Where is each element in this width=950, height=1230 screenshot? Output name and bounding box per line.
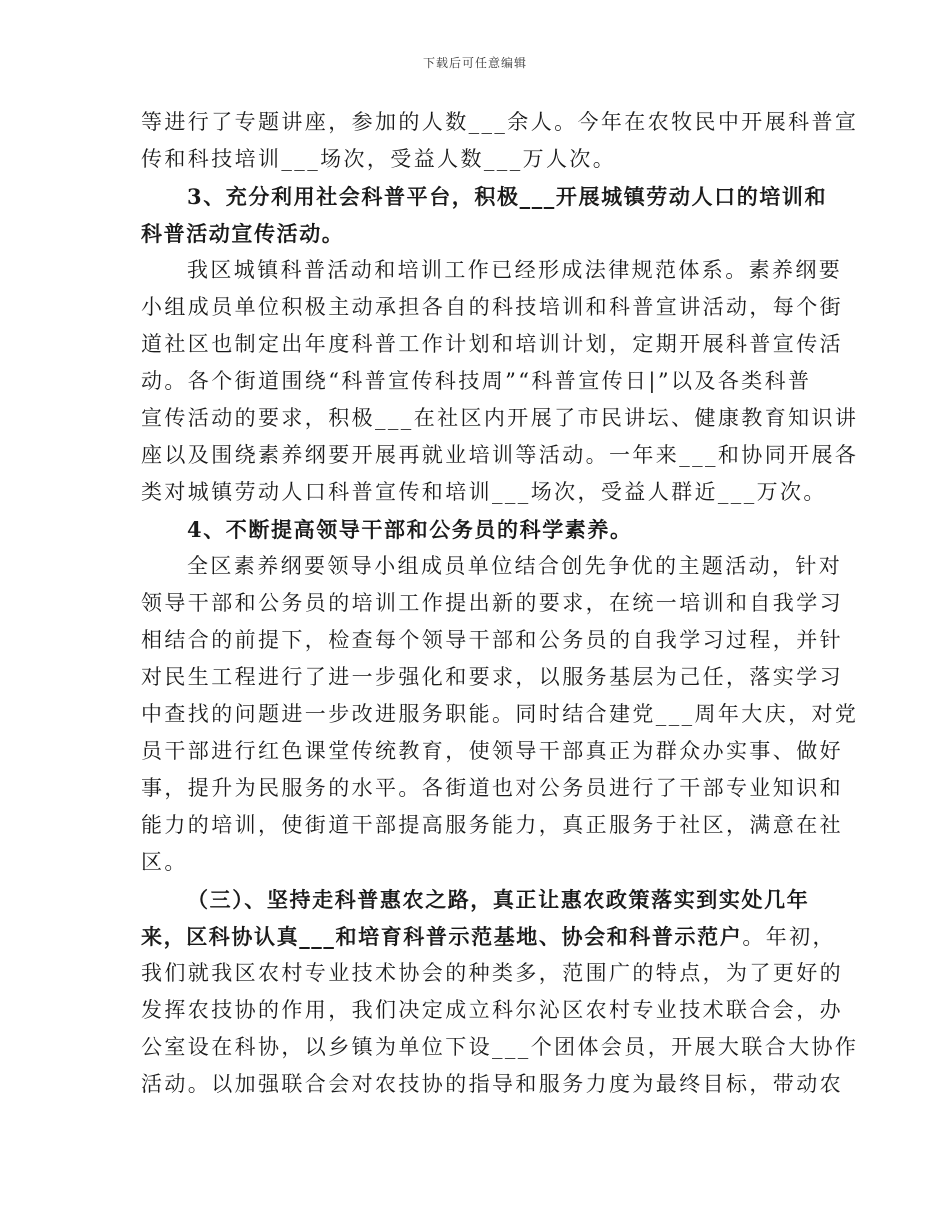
- line-text: 公室设在科协，以乡镇为单位下设___个团体会员，开展大联合大协作: [141, 1035, 859, 1059]
- heading-line: [141, 881, 809, 918]
- line-text: 相结合的前提下，检查每个领导干部和公务员的自我学习过程，并针: [141, 628, 843, 652]
- line-text: 传和科技培训___场次，受益人数___万人次。: [141, 147, 617, 171]
- paragraph-line: [141, 474, 827, 511]
- paragraph-line: [141, 844, 809, 881]
- heading-line: [141, 215, 809, 252]
- paragraph-line: [141, 622, 843, 659]
- paragraph-line: [141, 400, 859, 437]
- line-text: 科普活动宣传活动。: [141, 221, 345, 246]
- paragraph-line: [141, 252, 843, 289]
- paragraph-line: [141, 1066, 843, 1103]
- paragraph-line: [141, 992, 843, 1029]
- paragraph-line: [141, 585, 843, 622]
- line-text: 领导干部和公务员的培训工作提出新的要求，在统一培训和自我学习: [141, 591, 843, 615]
- line-text: 我们就我区农村专业技术协会的种类多，范围广的特点，为了更好的: [141, 961, 843, 985]
- paragraph-line: [141, 289, 843, 326]
- line-text: 动。各个街道围绕“科普宣传科技周”“科普宣传日|”以及各类科普: [141, 369, 812, 393]
- line-text: 活动。以加强联合会对农技协的指导和服务力度为最终目标，带动农: [141, 1072, 843, 1096]
- line-text: 座以及围绕素养纲要开展再就业培训等活动。一年来___和协同开展各: [141, 443, 859, 467]
- paragraph-line: [141, 955, 843, 992]
- paragraph-line: [141, 807, 843, 844]
- line-text: 类对城镇劳动人口科普宣传和培训___场次，受益人群近___万次。: [141, 480, 827, 504]
- paragraph-line: [141, 104, 859, 141]
- page-header: 下载后可任意编辑: [422, 56, 527, 70]
- line-text: 全区素养纲要领导小组成员单位结合创先争优的主题活动，针对: [187, 554, 843, 578]
- paragraph-line: [141, 141, 809, 178]
- line-text: 小组成员单位积极主动承担各自的科技培训和科普宣讲活动，每个街: [141, 295, 843, 319]
- paragraph-line: [141, 733, 843, 770]
- heading-line: [141, 511, 809, 548]
- line-text: 区。: [141, 850, 188, 874]
- paragraph-line: [141, 659, 843, 696]
- heading-line: [141, 178, 828, 215]
- line-text: 事，提升为民服务的水平。各街道也对公务员进行了干部专业知识和: [141, 776, 843, 800]
- line-text: 我区城镇科普活动和培训工作已经形成法律规范体系。素养纲要: [187, 258, 843, 282]
- paragraph-line: [141, 696, 859, 733]
- heading-line: [141, 918, 836, 955]
- line-tail-text: 。年初，: [742, 925, 836, 949]
- line-text: 道社区也制定出年度科普工作计划和培训计划，定期开展科普宣传活: [141, 332, 843, 356]
- line-text: 等进行了专题讲座，参加的人数___余人。今年在农牧民中开展科普宣: [141, 110, 859, 134]
- paragraph-line: [141, 1029, 859, 1066]
- line-text: 发挥农技协的作用，我们决定成立科尔沁区农村专业技术联合会，办: [141, 998, 843, 1022]
- line-text: 4、不断提高领导干部和公务员的科学素养。: [187, 517, 633, 542]
- paragraph-line: [141, 326, 843, 363]
- line-text: （三）、坚持走科普惠农之路，真正让惠农政策落实到实处几年: [187, 887, 810, 912]
- paragraph-line: [141, 363, 812, 400]
- line-text: 中查找的问题进一步改进服务职能。同时结合建党___周年大庆，对党: [141, 702, 859, 726]
- paragraph-line: [141, 770, 843, 807]
- paragraph-line: [141, 437, 859, 474]
- line-text: 3、充分利用社会科普平台，积极___开展城镇劳动人口的培训和: [187, 184, 828, 209]
- line-text: 宣传活动的要求，积极___在社区内开展了市民讲坛、健康教育知识讲: [141, 406, 859, 430]
- document-body: [141, 104, 859, 1103]
- line-text: 员干部进行红色课堂传统教育，使领导干部真正为群众办实事、做好: [141, 739, 843, 763]
- line-text: 对民生工程进行了进一步强化和要求，以服务基层为己任，落实学习: [141, 665, 843, 689]
- line-text: 来，区科协认真___和培育科普示范基地、协会和科普示范户: [141, 924, 743, 949]
- paragraph-line: [141, 548, 843, 585]
- line-text: 能力的培训，使街道干部提高服务能力，真正服务于社区，满意在社: [141, 813, 843, 837]
